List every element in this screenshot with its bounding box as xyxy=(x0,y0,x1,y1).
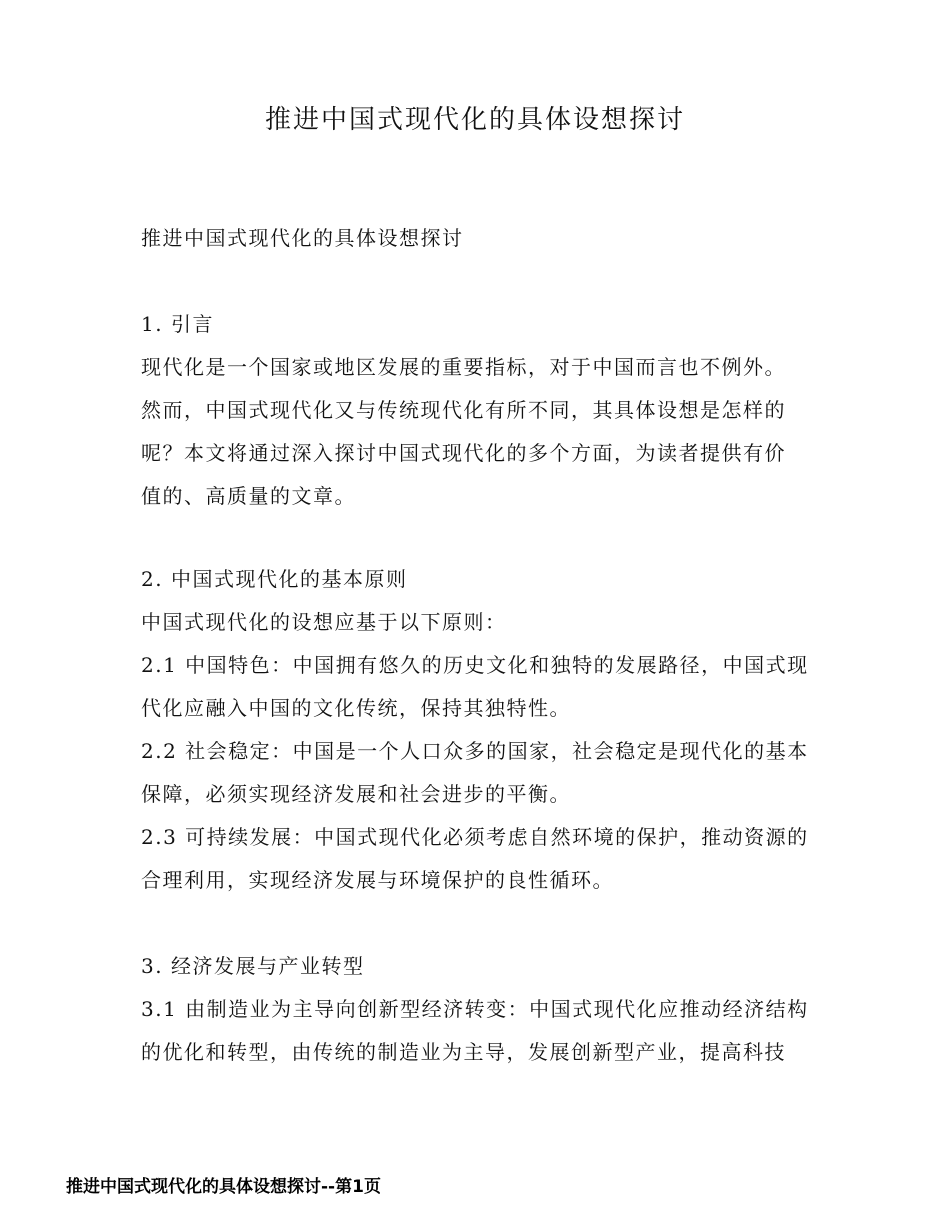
paragraph-line: 中国式现代化的设想应基于以下原则： xyxy=(141,610,507,634)
page-footer: 推进中国式现代化的具体设想探讨--第1页 xyxy=(66,1177,381,1197)
paragraph-line: 合理利用，实现经济发展与环境保护的良性循环。 xyxy=(141,868,614,892)
document-title: 推进中国式现代化的具体设想探讨 xyxy=(264,105,685,135)
section-basic-principles xyxy=(141,558,811,902)
subtitle-line: 推进中国式现代化的具体设想探讨 xyxy=(141,226,464,250)
paragraph-line: 的优化和转型，由传统的制造业为主导，发展创新型产业，提高科技 xyxy=(141,1040,786,1064)
paragraph-line: 3.1 由制造业为主导向创新型经济转变：中国式现代化应推动经济结构 xyxy=(141,997,809,1021)
document-subtitle xyxy=(141,217,811,260)
paragraph-line: 2.3 可持续发展：中国式现代化必须考虑自然环境的保护，推动资源的 xyxy=(141,825,809,849)
paragraph-line: 现代化是一个国家或地区发展的重要指标，对于中国而言也不例外。 xyxy=(141,355,786,379)
section-heading: 1. 引言 xyxy=(141,312,214,336)
section-economic-development xyxy=(141,945,811,1074)
paragraph-line: 2.1 中国特色：中国拥有悠久的历史文化和独特的发展路径，中国式现 xyxy=(141,653,809,677)
paragraph-line: 2.2 社会稳定：中国是一个人口众多的国家，社会稳定是现代化的基本 xyxy=(141,739,809,763)
section-heading: 2. 中国式现代化的基本原则 xyxy=(141,567,408,591)
section-heading: 3. 经济发展与产业转型 xyxy=(141,954,365,978)
paragraph-line: 代化应融入中国的文化传统，保持其独特性。 xyxy=(141,696,571,720)
section-introduction xyxy=(141,303,811,518)
paragraph-line: 呢？本文将通过深入探讨中国式现代化的多个方面，为读者提供有价 xyxy=(141,441,786,465)
paragraph-line: 保障，必须实现经济发展和社会进步的平衡。 xyxy=(141,782,571,806)
paragraph-line: 然而，中国式现代化又与传统现代化有所不同，其具体设想是怎样的 xyxy=(141,398,786,422)
paragraph-line: 值的、高质量的文章。 xyxy=(141,484,356,508)
